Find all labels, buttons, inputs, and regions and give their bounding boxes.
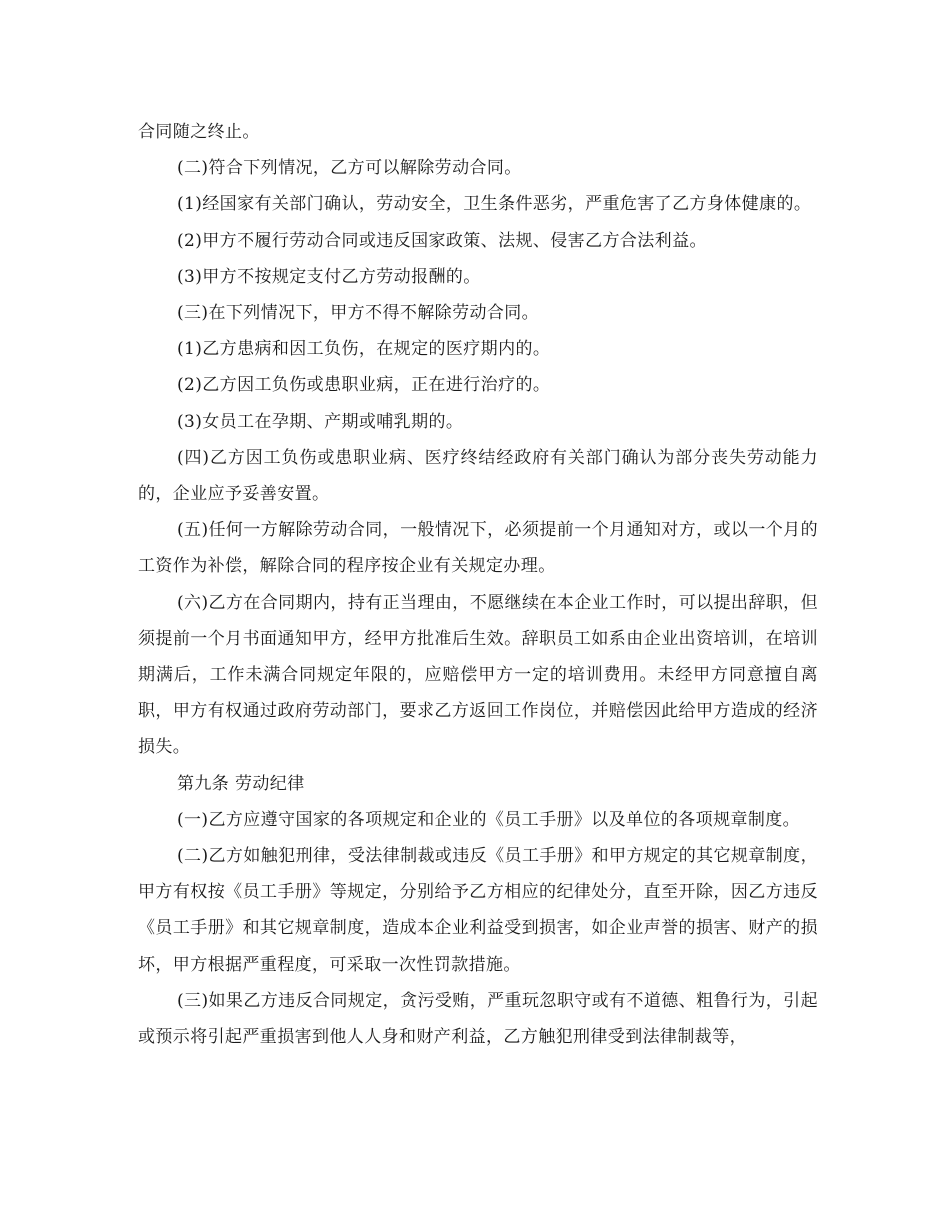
paragraph: (三)在下列情况下，甲方不得不解除劳动合同。 <box>177 303 540 324</box>
paragraph: (3)甲方不按规定支付乙方劳动报酬的。 <box>177 266 481 287</box>
paragraph: (3)女员工在孕期、产期或哺乳期的。 <box>177 411 464 432</box>
paragraph: (五)任何一方解除劳动合同，一般情况下，必须提前一个月通知对方，或以一个月的工资作为补偿，解除合同的程序按企业有关规定办理。 <box>138 520 818 577</box>
paragraph: (二)乙方如触犯刑律，受法律制裁或违反《员工手册》和甲方规定的其它规章制度，甲方有权按《员工手册》等规定，分别给予乙方相应的纪律处分，直至开除，因乙方违反《员工手册》和其它规章制度，造成本企业利益受到损害，如企业声誉的损害、财产的损坏，甲方根据严重程度，可采取一次性罚款措施。 <box>138 846 818 975</box>
paragraph: (2)乙方因工负伤或患职业病，正在进行治疗的。 <box>177 375 551 396</box>
paragraph: (1)乙方患病和因工负伤，在规定的医疗期内的。 <box>177 339 551 360</box>
paragraph: (三)如果乙方违反合同规定，贪污受贿，严重玩忽职守或有不道德、粗鲁行为，引起或预示将引起严重损害到他人人身和财产利益，乙方触犯刑律受到法律制裁等， <box>138 990 818 1048</box>
paragraph: (2)甲方不履行劳动合同或违反国家政策、法规、侵害乙方合法利益。 <box>177 230 707 251</box>
paragraph: (1)经国家有关部门确认，劳动安全，卫生条件恶劣，严重危害了乙方身体健康的。 <box>177 194 812 215</box>
section-heading: 第九条 劳动纪律 <box>177 773 305 794</box>
paragraph: 合同随之终止。 <box>138 122 260 142</box>
paragraph: (六)乙方在合同期内，持有正当理由，不愿继续在本企业工作时，可以提出辞职，但须提前一个月书面通知甲方，经甲方批准后生效。辞职员工如系由企业出资培训，在培训期满后，工作未满合同规定年限的，应赔偿甲方一定的培训费用。未经甲方同意擅自离职，甲方有权通过政府劳动部门，要求乙方返回工作岗位，并赔偿因此给甲方造成的经济损失。 <box>138 592 818 758</box>
paragraph: (四)乙方因工负伤或患职业病、医疗终结经政府有关部门确认为部分丧失劳动能力的，企业应予妥善安置。 <box>138 447 818 505</box>
paragraph: (一)乙方应遵守国家的各项规定和企业的《员工手册》以及单位的各项规章制度。 <box>177 809 801 830</box>
document-body <box>138 114 818 1055</box>
paragraph: (二)符合下列情况，乙方可以解除劳动合同。 <box>177 158 522 179</box>
